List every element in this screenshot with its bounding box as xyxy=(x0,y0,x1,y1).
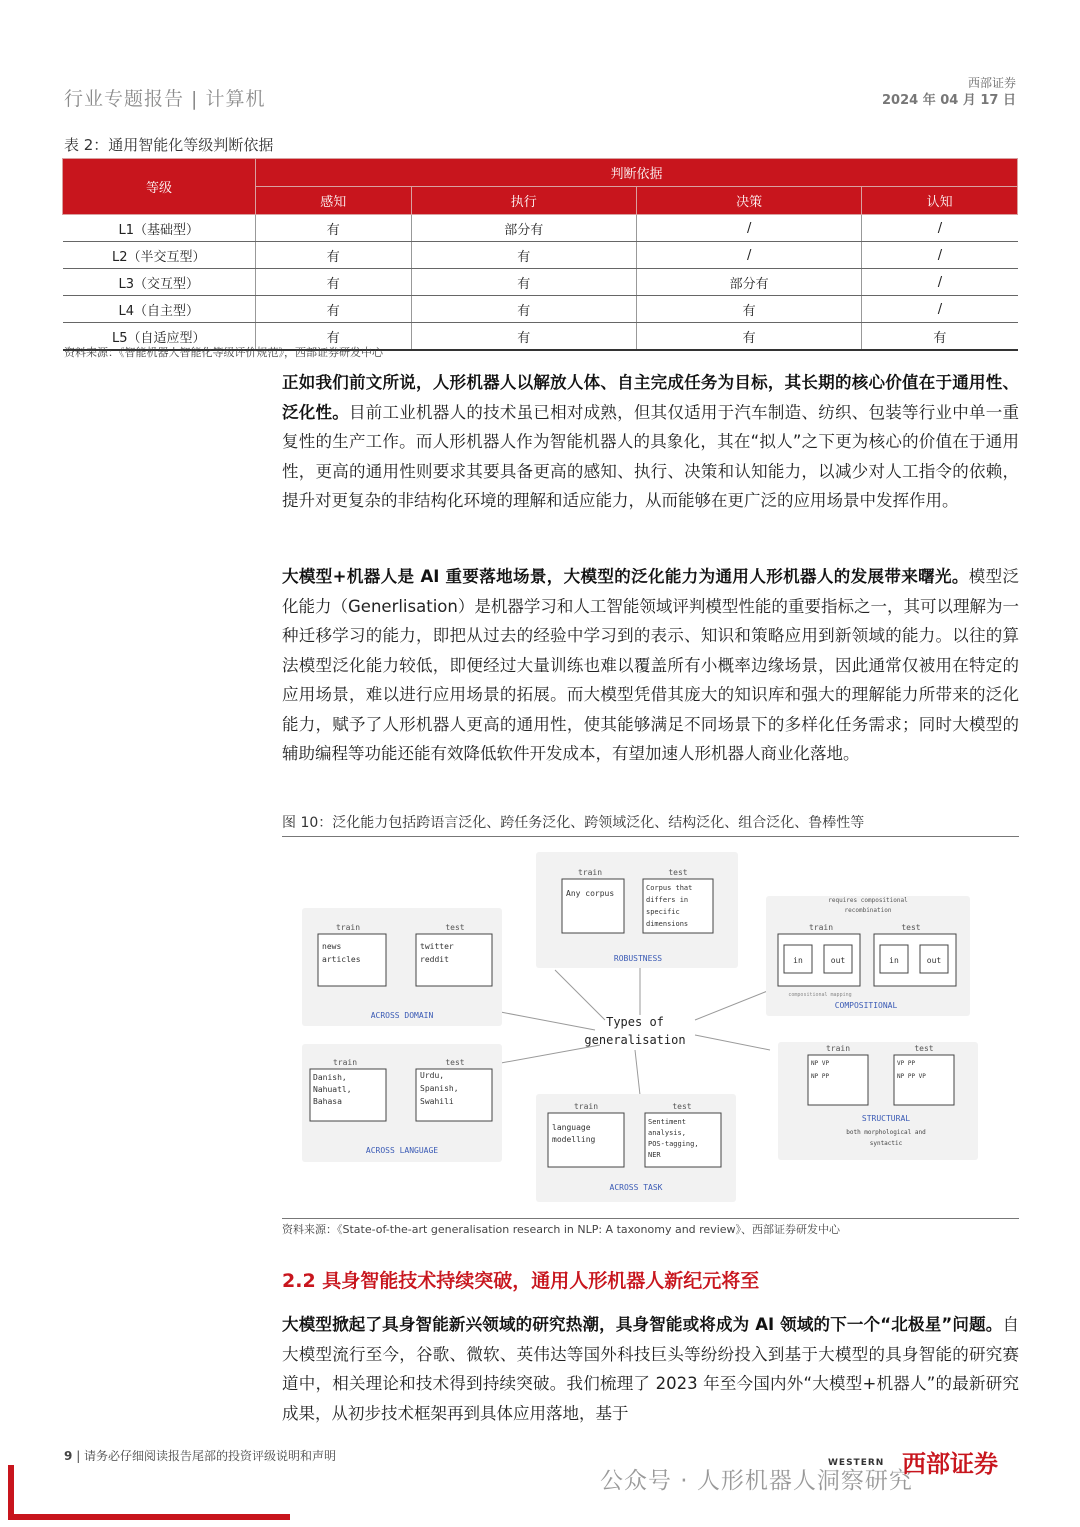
svg-text:Nahuatl,: Nahuatl, xyxy=(313,1085,352,1094)
language-label: ACROSS LANGUAGE xyxy=(365,1146,439,1155)
cell: / xyxy=(862,296,1018,323)
cell: 有 xyxy=(636,323,861,351)
cell: 有 xyxy=(411,323,636,351)
grade-table xyxy=(62,158,1018,351)
cell: 部分有 xyxy=(636,269,861,296)
cell: / xyxy=(862,242,1018,269)
svg-text:test: test xyxy=(445,1058,465,1067)
cell: / xyxy=(862,215,1018,242)
robustness-label: ROBUSTNESS xyxy=(613,954,663,963)
svg-text:reddit: reddit xyxy=(420,955,449,964)
paragraph-3 xyxy=(282,1310,1019,1428)
figure-divider xyxy=(282,1218,1019,1219)
svg-text:out: out xyxy=(926,956,942,965)
para1-lead: 正如我们前文所说，人形机器人以解放人体、自主完成任务为目标，其长期的核心价值在于通用性、泛化性。 xyxy=(282,373,1019,422)
row-level: L1（基础型） xyxy=(63,215,256,242)
structural-label: STRUCTURAL xyxy=(861,1114,911,1123)
svg-text:out: out xyxy=(830,956,846,965)
svg-text:differs in: differs in xyxy=(646,896,689,904)
col-cognition: 认知 xyxy=(862,187,1018,215)
paragraph-1 xyxy=(282,368,1019,516)
cell: 有 xyxy=(411,242,636,269)
svg-text:both morphological and: both morphological and xyxy=(846,1129,926,1136)
svg-text:language: language xyxy=(552,1123,591,1132)
svg-text:train: train xyxy=(808,923,834,932)
svg-text:Spanish,: Spanish, xyxy=(420,1084,459,1093)
svg-text:recombination: recombination xyxy=(844,907,892,914)
svg-text:syntactic: syntactic xyxy=(869,1140,903,1147)
table-row xyxy=(63,296,1018,323)
page-number: 9 xyxy=(64,1449,73,1463)
svg-text:news: news xyxy=(322,942,342,951)
table-row xyxy=(63,215,1018,242)
cell: 有 xyxy=(636,296,861,323)
col-decision: 决策 xyxy=(636,187,861,215)
watermark: 公众号 · 人形机器人洞察研究 xyxy=(600,1468,913,1494)
svg-text:specific: specific xyxy=(646,908,680,916)
svg-text:train: train xyxy=(825,1044,851,1053)
table-row xyxy=(63,242,1018,269)
row-level: L4（自主型） xyxy=(63,296,256,323)
corner-mark xyxy=(8,1465,14,1520)
svg-text:in: in xyxy=(793,956,803,965)
para2-lead: 大模型+机器人是 AI 重要落地场景，大模型的泛化能力为通用人形机器人的发展带来曙光。 xyxy=(282,567,969,586)
svg-text:NP PP VP: NP PP VP xyxy=(897,1073,926,1080)
footer xyxy=(64,1447,336,1464)
company-name: 西部证券 xyxy=(967,76,1016,90)
task-label: ACROSS TASK xyxy=(609,1183,663,1192)
cell: / xyxy=(636,215,861,242)
para3-lead: 大模型掀起了具身智能新兴领域的研究热潮，具身智能或将成为 AI 领域的下一个“北极星”问题。 xyxy=(282,1315,1003,1334)
col-execution: 执行 xyxy=(411,187,636,215)
cell: 有 xyxy=(256,215,412,242)
domain-label: ACROSS DOMAIN xyxy=(370,1011,434,1020)
center-line-1: Types of xyxy=(606,1015,664,1029)
svg-text:test: test xyxy=(672,1102,692,1111)
svg-text:test: test xyxy=(901,923,921,932)
svg-text:Urdu,: Urdu, xyxy=(420,1071,445,1080)
svg-text:compositional mapping: compositional mapping xyxy=(788,992,852,998)
cell: 有 xyxy=(256,242,412,269)
svg-text:in: in xyxy=(889,956,899,965)
svg-text:train: train xyxy=(335,923,361,932)
report-date: 2024 年 04 月 17 日 xyxy=(882,93,1016,108)
svg-text:Bahasa: Bahasa xyxy=(313,1097,342,1106)
figure-title: 图 10：泛化能力包括跨语言泛化、跨任务泛化、跨领域泛化、结构泛化、组合泛化、鲁棒性等 xyxy=(282,812,1019,837)
corner-mark xyxy=(8,1514,290,1520)
compositional-label: COMPOSITIONAL xyxy=(834,1001,898,1010)
svg-text:Swahili: Swahili xyxy=(420,1097,454,1106)
paragraph-2 xyxy=(282,562,1019,769)
cell: 有 xyxy=(411,269,636,296)
cell: 有 xyxy=(862,323,1018,351)
svg-text:test: test xyxy=(445,923,465,932)
col-grade: 等级 xyxy=(63,159,256,215)
center-line-2: generalisation xyxy=(584,1033,686,1047)
figure-source: 资料来源：《State-of-the-art generalisation research in NLP: A taxonomy and review》、西部证券研发中心 xyxy=(282,1223,841,1236)
section-title: 2.2 具身智能技术持续突破，通用人形机器人新纪元将至 xyxy=(282,1270,760,1292)
row-level: L3（交互型） xyxy=(63,269,256,296)
cell: 有 xyxy=(411,296,636,323)
para2-body: 模型泛化能力（Generlisation）是机器学习和人工智能领域评判模型性能的重要指标之一，其可以理解为一种迁移学习的能力，即把从过去的经验中学习到的表示、知识和策略应用到新领域的能力。以往的算法模型泛化能力较低，即便经过大量训练也难以覆盖所有小概率边缘场景，因此通常仅被用在特定的应用场景，难以进行应用场景的拓展。而大模型凭借其庞大的知识库和强大的理解能力所带来的泛化能力，赋予了人形机器人更高的通用性，使其能够满足不同场景下的多样化任务需求；同时大模型的辅助编程等功能还能有效降低软件开发成本，有望加速人形机器人商业化落地。 xyxy=(282,567,1019,763)
company-logo: 西部证券 xyxy=(902,1450,998,1478)
header-right xyxy=(882,74,1016,110)
svg-text:NP VP: NP VP xyxy=(811,1060,830,1067)
svg-text:analysis,: analysis, xyxy=(648,1129,686,1137)
svg-text:train: train xyxy=(332,1058,358,1067)
cell: / xyxy=(636,242,861,269)
cell: 有 xyxy=(256,269,412,296)
svg-text:modelling: modelling xyxy=(552,1135,596,1144)
generalisation-diagram xyxy=(300,850,980,1205)
svg-text:NP PP: NP PP xyxy=(811,1073,830,1080)
svg-text:Sentiment: Sentiment xyxy=(648,1118,686,1126)
report-category: 行业专题报告 | 计算机 xyxy=(64,88,266,110)
table-title: 表 2：通用智能化等级判断依据 xyxy=(64,136,274,154)
col-basis: 判断依据 xyxy=(256,159,1018,187)
cell: 有 xyxy=(256,323,412,351)
para3-body: 自大模型流行至今，谷歌、微软、英伟达等国外科技巨头等纷纷投入到基于大模型的具身智能的研究赛道中，相关理论和技术得到持续突破。我们梳理了 2023 年至今国内外“大模型+机器人”的最新研究成果，从初步技术框架再到具体应用落地，基于 xyxy=(282,1315,1019,1423)
table-source: 资料来源：《智能机器人智能化等级评价规范》，西部证券研发中心 xyxy=(64,346,383,359)
svg-text:train: train xyxy=(577,868,603,877)
svg-text:train: train xyxy=(573,1102,599,1111)
svg-text:Corpus that: Corpus that xyxy=(646,884,693,892)
col-perception: 感知 xyxy=(256,187,412,215)
cell: 部分有 xyxy=(411,215,636,242)
para1-body: 目前工业机器人的技术虽已相对成熟，但其仅适用于汽车制造、纺织、包装等行业中单一重复性的生产工作。而人形机器人作为智能机器人的具象化，其在“拟人”之下更为核心的价值在于通用性，更高的通用性则要求其要具备更高的感知、执行、决策和认知能力，以减少对人工指令的依赖，提升对更复杂的非结构化环境的理解和适应能力，从而能够在更广泛的应用场景中发挥作用。 xyxy=(282,402,1020,510)
row-level: L2（半交互型） xyxy=(63,242,256,269)
svg-text:test: test xyxy=(668,868,688,877)
disclaimer: | 请务必仔细阅读报告尾部的投资评级说明和声明 xyxy=(76,1449,337,1463)
svg-text:NER: NER xyxy=(648,1151,661,1159)
svg-text:POS-tagging,: POS-tagging, xyxy=(648,1140,699,1148)
svg-text:twitter: twitter xyxy=(420,942,454,951)
logo-english: WESTERN xyxy=(828,1458,885,1468)
svg-text:Danish,: Danish, xyxy=(313,1073,347,1082)
svg-text:test: test xyxy=(914,1044,934,1053)
svg-text:articles: articles xyxy=(322,955,361,964)
cell: / xyxy=(862,269,1018,296)
row-level: L5（自适应型） xyxy=(63,323,256,351)
svg-text:VP PP: VP PP xyxy=(897,1060,916,1067)
svg-text:Any corpus: Any corpus xyxy=(566,889,615,898)
table-row xyxy=(63,269,1018,296)
svg-text:dimensions: dimensions xyxy=(646,920,689,928)
cell: 有 xyxy=(256,296,412,323)
svg-text:requires compositional: requires compositional xyxy=(828,897,908,904)
